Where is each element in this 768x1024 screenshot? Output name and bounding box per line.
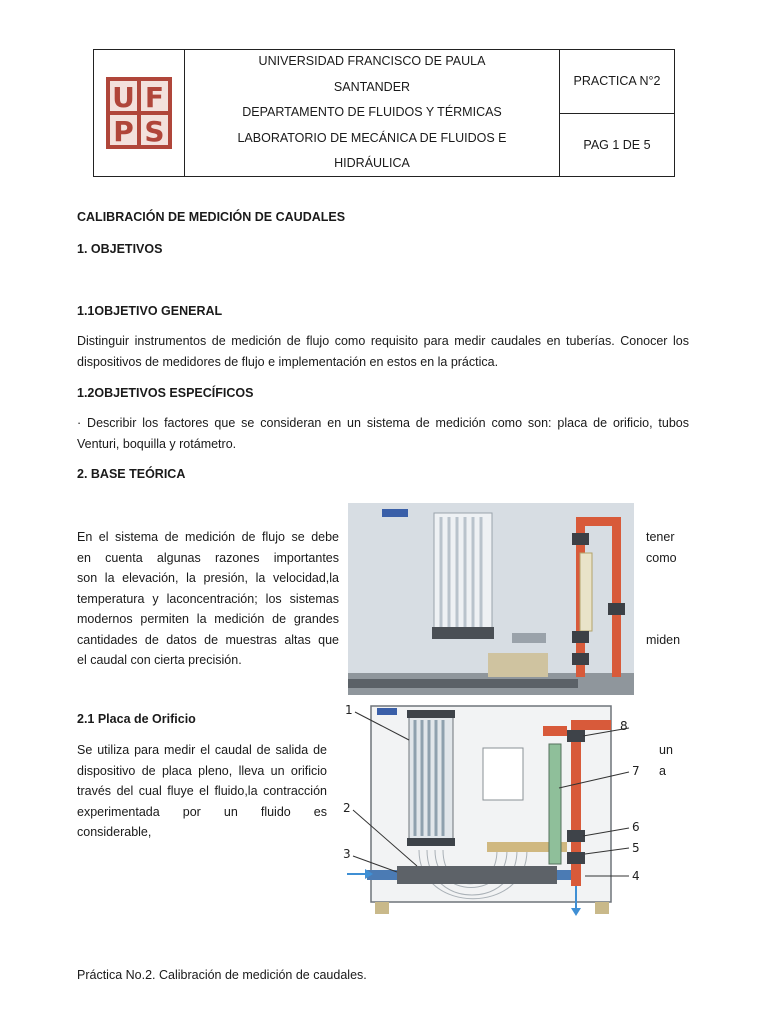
- diagram-label: 6: [632, 820, 640, 834]
- diagram-label: 4: [632, 869, 640, 883]
- theory-right-word: [646, 589, 690, 610]
- theory-line: el caudal con cierta precisión.: [77, 653, 242, 667]
- orifice-line: considerable,: [77, 825, 152, 839]
- university-line1: UNIVERSIDAD FRANCISCO DE PAULA: [258, 54, 486, 69]
- equipment-photo: [348, 503, 634, 695]
- diagram-label: 8: [620, 719, 628, 733]
- theory-right-word: miden: [646, 632, 681, 647]
- lab-line1: LABORATORIO DE MECÁNICA DE FLUIDOS E: [237, 130, 507, 145]
- orifice-right-column: [659, 740, 689, 781]
- header-title: [185, 50, 560, 176]
- diagram-label: 3: [343, 847, 351, 861]
- orifice-right-word: un: [659, 743, 673, 757]
- logo-letter-u: U: [112, 81, 135, 114]
- diagram-label: 2: [343, 801, 351, 815]
- logo-cell: [94, 50, 185, 176]
- logo-letter-p: P: [113, 115, 134, 148]
- logo-letter-s: S: [144, 115, 165, 148]
- theory-paragraph: [77, 527, 339, 671]
- section-theory: 2. BASE TEÓRICA: [77, 467, 186, 481]
- header-meta: [560, 50, 674, 176]
- theory-line: en cuenta algunas razones importantes: [77, 550, 339, 565]
- orifice-right-word: a: [659, 763, 666, 778]
- section-orifice-plate: 2.1 Placa de Orificio: [77, 712, 196, 726]
- practice-number: PRACTICA N°2: [560, 50, 674, 114]
- theory-right-word: tener: [646, 530, 675, 544]
- specific-objectives-body: · Describir los factores que se consideran en un sistema de medición como son: placa de orificio, tubos Venturi, boquilla y rotámetro.: [77, 416, 689, 451]
- gunt-badge: [382, 509, 408, 517]
- university-line2: SANTANDER: [333, 79, 411, 94]
- theory-right-word: como: [646, 550, 677, 565]
- theory-line: modernos permiten la medición de grandes: [77, 612, 339, 626]
- section-objectives: 1. OBJETIVOS: [77, 242, 163, 256]
- theory-right-word: [646, 609, 690, 630]
- logo-letter-f: F: [144, 81, 165, 114]
- orifice-line: experimentada por un fluido es: [77, 804, 327, 819]
- orifice-paragraph: [77, 740, 327, 843]
- theory-right-word: [646, 568, 690, 589]
- page-number: PAG 1 DE 5: [583, 137, 651, 152]
- document-title: CALIBRACIÓN DE MEDICIÓN DE CAUDALES: [77, 210, 346, 224]
- theory-line: cantidades de datos de muestras altas que: [77, 632, 339, 647]
- orifice-line: través del cual fluye el fluido,la contracción: [77, 784, 327, 798]
- section-specific-objectives: 1.2OBJETIVOS ESPECÍFICOS: [77, 386, 254, 400]
- theory-line: son la elevación, la presión, la velocidad,la: [77, 571, 339, 585]
- diagram-label: 1: [345, 703, 353, 717]
- lab-line2: HIDRÁULICA: [334, 156, 410, 171]
- diagram-label: 7: [632, 764, 640, 778]
- theory-right-column: [646, 527, 690, 650]
- document-header: [93, 49, 675, 177]
- page-footer: Práctica No.2. Calibración de medición de caudales.: [77, 968, 367, 982]
- theory-line: temperatura y laconcentración; los sistemas: [77, 591, 339, 606]
- equipment-diagram: [337, 700, 648, 922]
- orifice-line: Se utiliza para medir el caudal de salida de: [77, 743, 327, 757]
- ufps-logo: [106, 77, 172, 149]
- theory-line: En el sistema de medición de flujo se debe: [77, 530, 339, 544]
- section-general-objective: 1.1OBJETIVO GENERAL: [77, 304, 223, 318]
- general-objective-body: Distinguir instrumentos de medición de flujo como requisito para medir caudales en tuberías. Conocer los dispositivos de medidores de flujo e implementación en estos en la práctica.: [77, 334, 689, 369]
- department: DEPARTAMENTO DE FLUIDOS Y TÉRMICAS: [242, 105, 502, 120]
- orifice-line: dispositivo de placa pleno, lleva un orificio: [77, 763, 327, 778]
- diagram-label: 5: [632, 841, 640, 855]
